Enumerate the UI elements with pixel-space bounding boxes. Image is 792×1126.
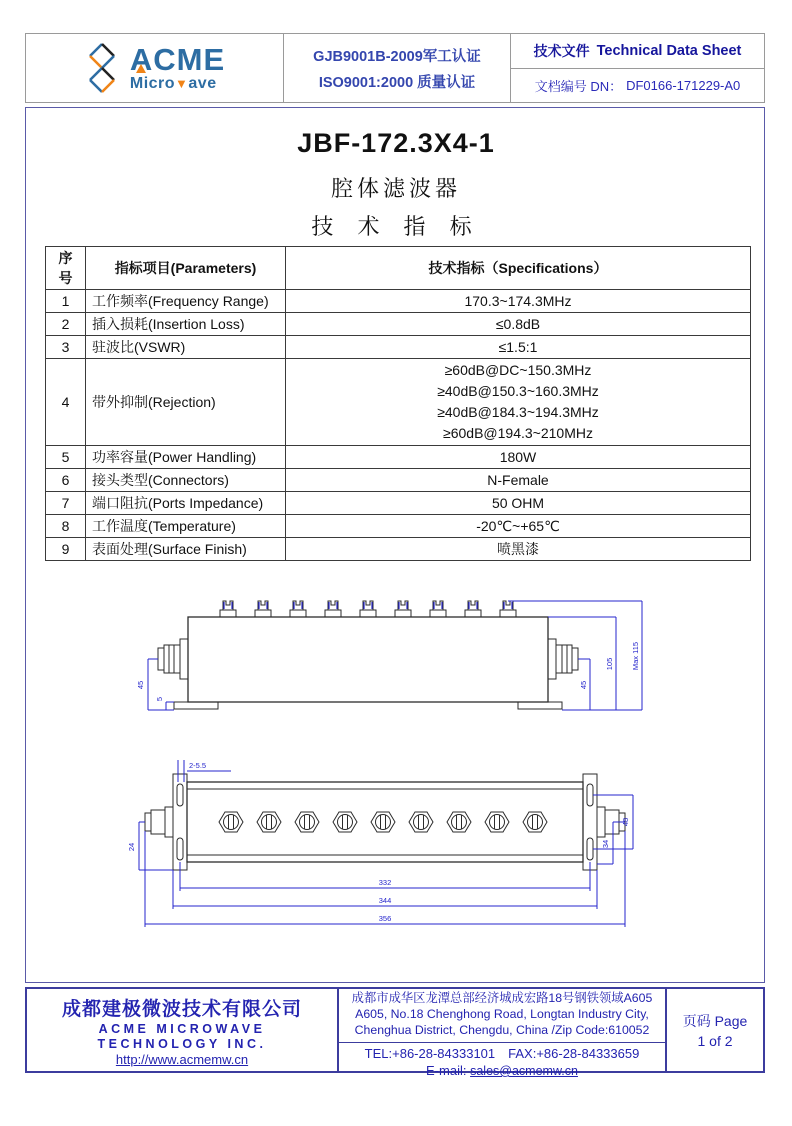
page-label: 页码 Page	[682, 1013, 748, 1029]
doc-number-row	[511, 69, 764, 102]
doc-type-row	[511, 34, 764, 69]
company-name-en-1: ACME MICROWAVE	[98, 1021, 266, 1036]
top-view-drawing	[115, 752, 675, 937]
row-spec: -20℃~+65℃	[286, 515, 751, 538]
footer-contact	[339, 989, 667, 1078]
table-row	[46, 515, 751, 538]
hex-nut	[371, 812, 395, 832]
dim-label: 332	[378, 878, 392, 887]
spec-line: ≥60dB@194.3~210MHz	[443, 425, 593, 441]
hex-nut	[523, 812, 547, 832]
email-line	[339, 1063, 665, 1078]
company-name-cn: 成都建极微波技术有限公司	[61, 998, 302, 1020]
email-label: E-mail:	[426, 1062, 467, 1078]
table-row	[46, 336, 751, 359]
brand-name: ACME	[129, 42, 226, 77]
table-row	[46, 538, 751, 561]
doc-number-value: DF0166-171229-A0	[626, 78, 741, 93]
email-link[interactable]: sales@acmemw.cn	[470, 1063, 578, 1078]
doc-type-en: Technical Data Sheet	[596, 43, 742, 59]
row-no: 8	[46, 515, 86, 538]
dim-label: 356	[378, 914, 392, 923]
mounting-slot	[587, 784, 593, 806]
end-flange-right	[583, 774, 597, 870]
tuning-screw	[325, 601, 341, 617]
row-spec: 170.3~174.3MHz	[286, 290, 751, 313]
mounting-slot	[177, 838, 183, 860]
row-spec: 180W	[286, 446, 751, 469]
cert-line-1: GJB9001B-2009军工认证	[313, 48, 481, 65]
row-no: 9	[46, 538, 86, 561]
row-param: 表面处理(Surface Finish)	[86, 538, 286, 561]
acme-logo-icon	[84, 42, 120, 94]
dim-label: 48	[621, 817, 630, 827]
address-en: A605, No.18 Chenghong Road, Longtan Industry City, Chenghua District, Chengdu, China /Zip Code:610052	[354, 1006, 650, 1037]
dimension-lines	[127, 760, 633, 927]
doc-number-label: 文档编号 DN：	[534, 79, 623, 94]
side-view-drawing	[118, 582, 663, 742]
col-header-spec: 技术指标（Specifications）	[286, 247, 751, 290]
doc-info	[511, 34, 764, 102]
dim-label: 344	[378, 896, 392, 905]
row-param: 端口阻抗(Ports Impedance)	[86, 492, 286, 515]
row-no: 2	[46, 313, 86, 336]
spec-line: ≥60dB@DC~150.3MHz	[444, 362, 592, 378]
tuning-screw	[430, 601, 446, 617]
footer-company	[27, 989, 339, 1071]
mounting-slot	[177, 784, 183, 806]
dim-label: 45	[136, 680, 145, 690]
row-spec: 50 OHM	[286, 492, 751, 515]
tel-fax: TEL:+86-28-84333101 FAX:+86-28-84333659	[364, 1045, 640, 1061]
company-name-en-2: TECHNOLOGY INC.	[97, 1036, 267, 1051]
cert-line-2: ISO9001:2000 质量认证	[318, 74, 476, 91]
dim-label: 5	[155, 696, 164, 702]
doc-type-cn: 技术文件	[533, 43, 590, 59]
row-spec: ≤0.8dB	[286, 313, 751, 336]
table-row	[46, 290, 751, 313]
table-header-row	[46, 247, 751, 290]
n-connector-left	[145, 807, 173, 837]
table-row	[46, 359, 751, 446]
row-no: 3	[46, 336, 86, 359]
hex-nut	[333, 812, 357, 832]
hex-nut	[219, 812, 243, 832]
tuning-screw	[220, 601, 236, 617]
footer	[25, 987, 765, 1078]
dim-label: 45	[579, 680, 588, 690]
row-param: 驻波比(VSWR)	[86, 336, 286, 359]
hex-nut	[409, 812, 433, 832]
spec-table	[45, 246, 751, 561]
row-param: 带外抑制(Rejection)	[86, 359, 286, 446]
tuning-screw	[500, 601, 516, 617]
n-connector-right	[548, 639, 578, 679]
hex-nut	[257, 812, 281, 832]
row-no: 1	[46, 290, 86, 313]
tuning-screw	[395, 601, 411, 617]
table-row	[46, 469, 751, 492]
row-no: 7	[46, 492, 86, 515]
row-param: 插入损耗(Insertion Loss)	[86, 313, 286, 336]
dim-label: 24	[127, 842, 136, 852]
row-param: 功率容量(Power Handling)	[86, 446, 286, 469]
dim-label: 105	[605, 657, 614, 671]
dim-label: 2-5.5	[189, 761, 207, 770]
row-spec-multi	[286, 359, 751, 446]
row-no: 6	[46, 469, 86, 492]
page-title-product: 腔体滤波器	[330, 176, 461, 201]
hex-nut	[485, 812, 509, 832]
row-param: 接头类型(Connectors)	[86, 469, 286, 492]
row-no: 5	[46, 446, 86, 469]
page-title-model: JBF-172.3X4-1	[297, 128, 495, 158]
tuning-screw	[465, 601, 481, 617]
dim-label: Max 115	[631, 641, 640, 671]
certifications	[284, 34, 511, 102]
tuning-screw	[255, 601, 271, 617]
page-title-section: 技 术 指 标	[311, 214, 481, 239]
row-spec: ≤1.5:1	[286, 336, 751, 359]
table-row	[46, 492, 751, 515]
brand-subname: Micro▼ave	[129, 75, 217, 92]
mounting-foot	[518, 702, 562, 709]
mounting-foot	[174, 702, 218, 709]
phone-block	[339, 1043, 665, 1078]
tuning-screw	[290, 601, 306, 617]
hex-nuts	[219, 812, 547, 832]
website-link[interactable]: http://www.acmemw.cn	[115, 1051, 249, 1067]
logo	[26, 34, 284, 102]
logo-text	[130, 44, 225, 92]
row-no: 4	[46, 359, 86, 446]
spec-line: ≥40dB@184.3~194.3MHz	[437, 404, 599, 420]
dim-label: 34	[601, 839, 610, 849]
end-flange-left	[173, 774, 187, 870]
col-header-param: 指标项目(Parameters)	[86, 247, 286, 290]
tuning-screw	[360, 601, 376, 617]
mounting-slot	[587, 838, 593, 860]
page-value: 1 of 2	[697, 1033, 733, 1049]
table-row	[46, 313, 751, 336]
row-spec: N-Female	[286, 469, 751, 492]
row-param: 工作频率(Frequency Range)	[86, 290, 286, 313]
row-param: 工作温度(Temperature)	[86, 515, 286, 538]
header	[25, 33, 765, 103]
filter-body-outline	[188, 617, 548, 702]
hex-nut	[295, 812, 319, 832]
table-row	[46, 446, 751, 469]
n-connector-left	[158, 639, 188, 679]
hex-nut	[447, 812, 471, 832]
triangle-icon	[136, 64, 146, 73]
address-block	[339, 989, 665, 1043]
address-cn: 成都市成华区龙潭总部经济城成宏路18号钢铁领域A605	[351, 991, 653, 1005]
footer-page	[667, 989, 763, 1071]
tuning-screws	[220, 601, 516, 617]
triangle-down-icon: ▼	[175, 76, 189, 91]
row-spec: 喷黑漆	[286, 538, 751, 561]
col-header-no: 序号	[46, 247, 86, 290]
spec-line: ≥40dB@150.3~160.3MHz	[437, 383, 599, 399]
